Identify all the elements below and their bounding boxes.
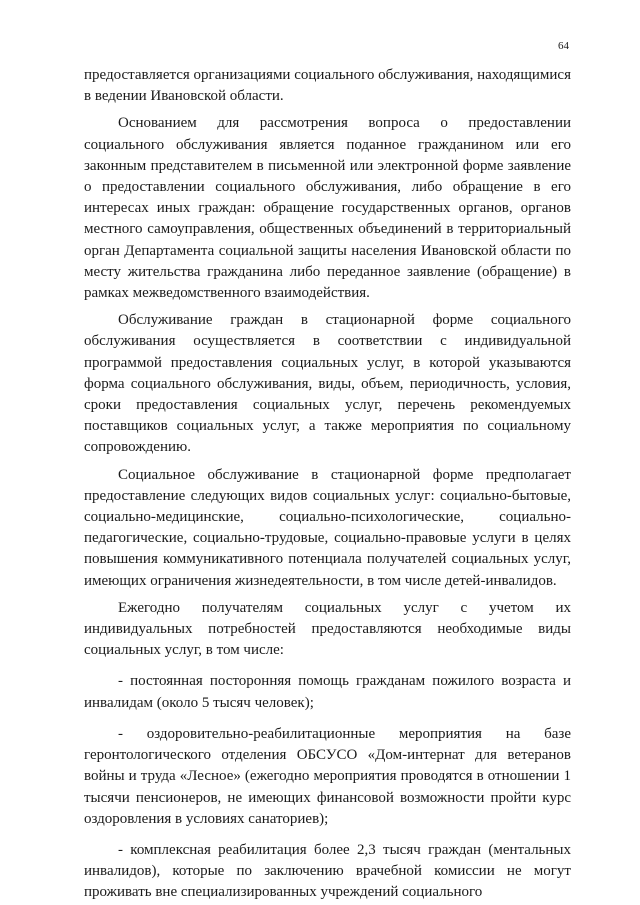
paragraph-continuation: предоставляется организациями социального обслуживания, находящимися в ведении Ивановской области. xyxy=(84,67,571,105)
page-number: 64 xyxy=(558,40,569,52)
list-item-health-rehabilitation: - оздоровительно-реабилитационные мероприятия на базе геронтологического отделения ОБСУСО «Дом-интернат для ветеранов войны и труда «Лесное» (ежегодно мероприятия проводятся в отношении 1 тысячи пенсионеров, не имеющих финансовой возможности пройти курс оздоровления в условиях санаториев); xyxy=(84,725,571,827)
paragraph-annual-services: Ежегодно получателям социальных услуг с учетом их индивидуальных потребностей предоставляются необходимые виды социальных услуг, в том числе: xyxy=(84,599,571,659)
list-item-complex-rehabilitation: - комплексная реабилитация более 2,3 тысяч граждан (ментальных инвалидов), которые по заключению врачебной комиссии не могут проживать вне специализированных учреждений социального xyxy=(84,841,571,901)
paragraph-service-types: Социальное обслуживание в стационарной форме предполагает предоставление следующих видов социальных услуг: социально-бытовые, социально-медицинские, социально-психологические, социально-педагогические, социально-трудовые, социально-правовые услуги в целях повышения коммуникативного потенциала получателей социальных услуг, имеющих ограничения жизнедеятельности, в том числе детей-инвалидов. xyxy=(84,466,571,589)
paragraph-application-basis: Основанием для рассмотрения вопроса о предоставлении социального обслуживания является поданное гражданином или его законным представителем в письменной или электронной форме заявление о предоставлении социального обслуживания, либо обращение в его интересах иных граждан: обращение государственных органов, органов местного самоуправления, общественных объединений в территориальный орган Департамента социальной защиты населения Ивановской области по месту жительства гражданина либо переданное заявление (обращение) в рамках межведомственного взаимодействия. xyxy=(84,115,571,302)
paragraph-individual-program: Обслуживание граждан в стационарной форме социального обслуживания осуществляется в соответствии с индивидуальной программой предоставления социальных услуг, в которой указываются форма социального обслуживания, виды, объем, периодичность, условия, сроки предоставления социальных услуг, перечень рекомендуемых поставщиков социальных услуг, а также мероприятия по социальному сопровождению. xyxy=(84,312,571,456)
document-body xyxy=(84,65,571,904)
list-item-constant-assistance: - постоянная посторонняя помощь гражданам пожилого возраста и инвалидам (около 5 тысяч человек); xyxy=(84,673,571,711)
